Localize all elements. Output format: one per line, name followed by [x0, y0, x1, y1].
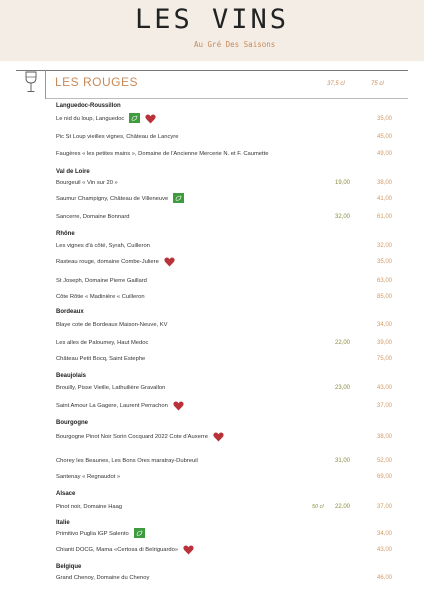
price-bottle: 39,00 [376, 340, 392, 346]
price-bottle: 38,00 [376, 434, 392, 440]
wine-name: Rasteau rouge, domaine Combe-Juliere [56, 259, 159, 265]
organic-leaf-icon [173, 193, 184, 203]
price-bottle: 32,00 [376, 243, 392, 249]
region-heading: Bourgogne [56, 420, 88, 426]
wine-name: Saumur Champigny, Château de Villeneuve [56, 196, 169, 202]
wine-name: Pic St Loup vieilles vignes, Château de Lancyre [56, 134, 179, 140]
price-bottle: 43,00 [376, 385, 392, 391]
wine-name: Santenay « Regnaudot » [56, 474, 121, 480]
column-header-small: 37,5 cl [327, 81, 345, 87]
region-heading: Belgique [56, 564, 82, 570]
price-small-glass: 19,00 [334, 180, 350, 186]
price-bottle: 85,00 [376, 294, 392, 300]
region-heading: Alsace [56, 491, 76, 497]
wine-name: Les alles de Paloumey, Haut Medoc [56, 340, 149, 346]
price-small-glass: 22,00 [334, 340, 350, 346]
price-small-glass: 23,00 [334, 385, 350, 391]
price-bottle: 49,00 [376, 151, 392, 157]
price-bottle: 41,00 [376, 196, 392, 202]
price-bottle: 37,00 [376, 504, 392, 510]
section-divider-top [16, 70, 408, 71]
wine-name: Saint Amour La Gagere, Laurent Perrachon [56, 403, 168, 409]
region-heading: Rhône [56, 231, 75, 237]
wine-name: Château Petit Bocq, Saint Estephe [56, 356, 146, 362]
wine-name: Blaye cote de Bordeaux Maison-Neuve, KV [56, 322, 168, 328]
price-small-glass: 32,00 [334, 214, 350, 220]
wine-name: Grand Chenoy, Domaine du Chenoy [56, 575, 150, 581]
price-bottle: 35,00 [376, 116, 392, 122]
heart-icon [213, 432, 224, 442]
region-heading: Val de Loire [56, 169, 90, 175]
page-subtitle: Au Gré Des Saisons [194, 40, 276, 49]
wine-name: St Joseph, Domaine Pierre Gaillard [56, 278, 147, 284]
wine-name: Bourgogne Pinot Noir Sorin Cocquard 2022 Cote d'Auxerre [56, 434, 208, 440]
price-bottle: 45,00 [376, 134, 392, 140]
heart-icon [173, 401, 184, 411]
price-bottle: 37,00 [376, 403, 392, 409]
heart-icon [183, 545, 194, 555]
wine-name: Le nid du loup, Languedoc [56, 116, 125, 122]
wine-name: Les vignes d'à côté, Syrah, Cuilleron [56, 243, 150, 249]
wine-name: Sancerre, Domaine Bonnard [56, 214, 130, 220]
heart-icon [164, 257, 175, 267]
section-divider-bottom [46, 98, 408, 99]
wine-name: Brouilly, Pisse Vieille, Lathuilière Gravallon [56, 385, 166, 391]
heart-icon [145, 114, 156, 124]
price-bottle: 38,00 [376, 180, 392, 186]
price-bottle: 34,00 [376, 322, 392, 328]
price-bottle: 43,00 [376, 547, 392, 553]
wine-glass-icon [23, 70, 39, 94]
price-bottle: 63,00 [376, 278, 392, 284]
organic-leaf-icon [134, 528, 145, 538]
region-heading: Beaujolais [56, 373, 87, 379]
wine-name: Bourgeuil « Vin sur 20 » [56, 180, 118, 186]
column-header-large: 75 cl [371, 81, 384, 87]
page-title: LES VINS [134, 4, 290, 35]
price-bottle: 69,00 [376, 474, 392, 480]
wine-name: Primitivo Puglia IGP Salento [56, 531, 129, 537]
wine-name: Côte Rôtie « Madinière « Cuilleron [56, 294, 145, 300]
region-heading: Languedoc-Roussillon [56, 103, 121, 109]
price-bottle: 46,00 [376, 575, 392, 581]
price-small-glass: 22,00 [334, 504, 350, 510]
price-bottle: 35,00 [376, 259, 392, 265]
region-heading: Bordeaux [56, 309, 84, 315]
organic-leaf-icon [129, 113, 140, 123]
price-bottle: 34,00 [376, 531, 392, 537]
wine-name: Faugères « les petites mains », Domaine de l'Ancienne Mercerie N. et F. Caumette [56, 151, 269, 157]
price-bottle: 75,00 [376, 356, 392, 362]
wine-name: Chorey les Beaunes, Les Bons Ores maratray-Dubreuil [56, 458, 198, 464]
wine-name: Pinot noir, Domaine Haag [56, 504, 123, 510]
price-bottle: 61,00 [376, 214, 392, 220]
section-title: LES ROUGES [55, 75, 139, 89]
price-size-label: 50 cl [312, 504, 324, 510]
price-bottle: 52,00 [376, 458, 392, 464]
section-icon-divider [45, 70, 46, 99]
page-header [0, 0, 424, 61]
wine-name: Chianti DOCG, Mama «Certosa di Belriguardo» [56, 547, 179, 553]
price-small-glass: 31,00 [334, 458, 350, 464]
region-heading: Italie [56, 520, 70, 526]
